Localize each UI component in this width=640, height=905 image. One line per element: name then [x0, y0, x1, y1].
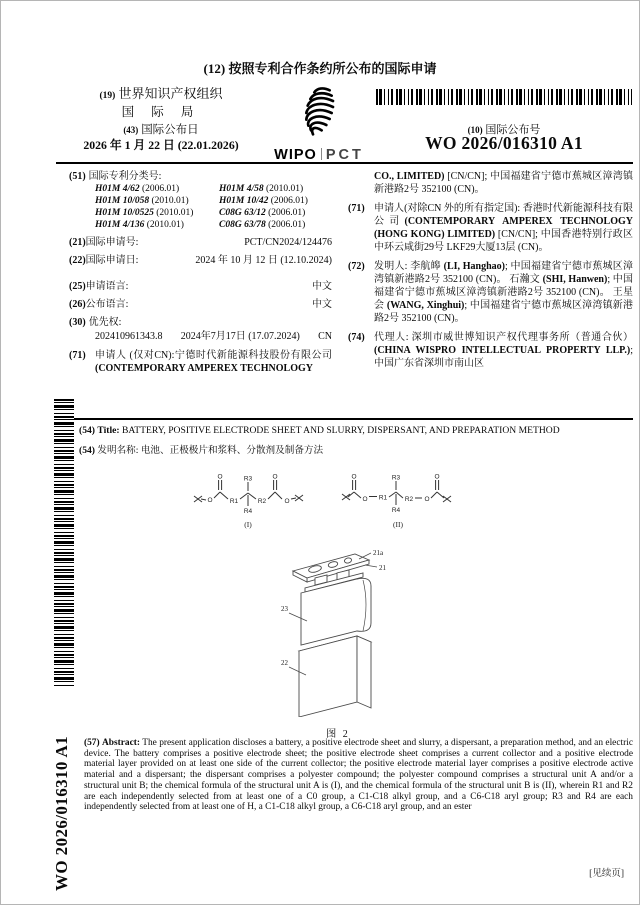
title-en-line — [79, 425, 633, 437]
field-number-10: (10) — [467, 125, 483, 135]
filing-date-row: (22)国际申请日: 2024 年 10 月 12 日 (12.10.2024) — [69, 255, 332, 266]
ipc-code-item: H01M 10/058 (2010.01) — [95, 196, 189, 206]
document-type-line: (12) 按照专利合作条约所公布的国际申请 — [203, 61, 437, 76]
publishing-org-block — [61, 86, 261, 120]
header-divider — [56, 162, 633, 164]
formula-i-diagram — [190, 470, 312, 532]
wipo-globe-icon — [292, 85, 346, 141]
formula-ii-caption: (II) — [393, 520, 403, 529]
pub-number-label: 国际公布号 — [485, 124, 541, 136]
field-number-71b: (71) — [348, 203, 365, 214]
inventor-1-zh: 李航皞 — [410, 261, 444, 272]
svg-text:R4: R4 — [391, 507, 401, 514]
svg-text:O: O — [351, 473, 357, 481]
publication-language: 中文 — [312, 299, 332, 310]
application-number: PCT/CN2024/124476 — [244, 237, 332, 248]
publication-number: WO 2026/016310 A1 — [425, 133, 583, 153]
pub-date-label: 国际公布日 — [141, 124, 199, 136]
field-number-26: (26) — [69, 299, 86, 310]
applicant-cn-paragraph: (71) 申请人 (仅对CN):宁德时代新能源科技股份有限公司 (CONTEMPORARY AMPEREX TECHNOLOGY — [69, 350, 332, 374]
priority-number: 202410961343.8 — [95, 331, 163, 342]
agent-name-en: (CHINA WISPRO INTELLECTUAL PROPERTY LLP.) — [374, 345, 631, 356]
battery-label-21: 21 — [379, 564, 386, 572]
svg-text:R4: R4 — [243, 508, 253, 515]
svg-text:O: O — [217, 473, 223, 481]
abstract-text: The present application discloses a battery, a positive electrode sheet and slurry, a dispersant, a preparation method, and an electric device. The battery comprises a positive electrode sheet; the positive electrode sheet comprises a current collector and a positive electrode material layer provided on at least one side of the current collector; the positive electrode material layer comprises a positive electrode active material and a dispersant; the dispersant comprises a polyester compound; the polyester compound comprises a structural unit A and/or a structural unit B; the chemical formula of the structural unit A is (I), and the chemical formula of the structural unit B is (II), wherein R1 and R2 are each independently selected from at least one of a C0 group, a C1-C18 alkyl group, and a C6-C18 aryl group; R3 and R4 are each independently selected from at least one of H, a C1-C18 alkyl group, a C6-C18 aryl group, and an ester — [84, 738, 633, 813]
field-number-72: (72) — [348, 261, 365, 272]
pub-date-label-line — [61, 123, 261, 138]
inventors-paragraph: (72) 发明人: 李航皞 (LI, Hanghao); 中国福建省宁德市蕉城区漳湾镇新港路2号 352100 (CN)。 石瀚文 (SHI, Hanwen); 中国福建省宁德市蕉城区漳湾镇新港路2号 352100 (CN)。 王星会 (WANG, Xinghui); 中国福建省宁德市蕉城区漳湾镇新港路2号 352100 (CN)。 — [348, 261, 634, 324]
applicant-cn-name-en-cont: CO., LIMITED) — [374, 171, 445, 182]
org-name: 世界知识产权组织 — [118, 86, 223, 101]
formula-i-caption: (I) — [244, 520, 252, 529]
sidebar-barcode — [54, 399, 74, 687]
inventor-3-en: (WANG, Xinghui) — [386, 300, 465, 311]
svg-text:R2: R2 — [404, 496, 414, 503]
chemical-formulas — [161, 470, 491, 532]
inventor-2-zh: 石瀚文 — [509, 274, 543, 285]
inventor-1-en: (LI, Hanghao) — [443, 261, 505, 272]
svg-text:O: O — [362, 496, 368, 503]
field-number-30: (30) — [69, 317, 86, 328]
title-section-divider — [56, 418, 633, 420]
priority-heading: (30) 优先权: — [69, 317, 122, 328]
field-number-43: (43) — [123, 125, 139, 135]
ipc-code-item: H01M 10/0525 (2010.01) — [95, 208, 194, 218]
field-number-25: (25) — [69, 281, 86, 292]
logo-divider — [321, 148, 322, 160]
svg-text:R3: R3 — [243, 475, 253, 483]
inventor-2-en: (SHI, Hanwen) — [542, 274, 608, 285]
priority-date: 2024年7月17日 (17.07.2024) — [180, 331, 300, 342]
org-name-line — [61, 86, 261, 104]
field-number-22: (22) — [69, 255, 86, 266]
org-bureau: 国 际 局 — [121, 105, 201, 119]
applicant-hk-paragraph: (71) 申请人(对除CN 外的所有指定国): 香港时代新能源科技有限公司(CONTEMPORARY AMPEREX TECHNOLOGY (HONG KONG) LIMITED) [CN/CN]; 中国香港特别行政区中环云咸街29号 LKF29大厦13层 (CN)。 — [348, 203, 634, 253]
continuation-note: [见续页] — [589, 869, 624, 879]
field-number-51: (51) — [69, 171, 86, 182]
applicant-hk-name-en: (CONTEMPORARY AMPEREX TECHNOLOGY (HONG KONG) LIMITED) — [374, 216, 633, 240]
wipo-pct-wordmark — [271, 147, 367, 163]
svg-text:O: O — [272, 473, 278, 481]
ipc-code-item: H01M 4/62 (2006.01) — [95, 184, 180, 194]
inventor-3-zh: 王星会 — [374, 287, 633, 311]
field-number-71: (71) — [69, 350, 86, 361]
field-number-54-zh: (54) — [79, 445, 95, 456]
title-zh-label: 发明名称: — [97, 445, 139, 456]
svg-text:R1: R1 — [378, 494, 388, 502]
field-number-57: (57) — [84, 738, 100, 748]
figure-caption: 图 2 — [326, 729, 350, 740]
field-number-54-en: (54) — [79, 425, 95, 436]
pub-date-value: 2026 年 1 月 22 日 (22.01.2026) — [83, 137, 239, 152]
wipo-logo-block — [271, 85, 367, 163]
ipc-code-grid — [95, 183, 332, 231]
abstract-section — [84, 738, 633, 813]
ipc-code-item: H01M 4/136 (2010.01) — [95, 220, 184, 230]
field-number-21: (21) — [69, 237, 86, 248]
title-zh-line — [79, 445, 633, 457]
bibliographic-right-column — [348, 170, 633, 375]
battery-label-21a: 21a — [373, 549, 384, 557]
ipc-code-item: H01M 10/42 (2006.01) — [219, 196, 308, 206]
pct-text: PCT — [325, 147, 364, 163]
bibliographic-section — [69, 170, 633, 375]
svg-text:O: O — [207, 497, 213, 504]
ipc-label: 国际专利分类号: — [88, 171, 162, 182]
title-en-text: BATTERY, POSITIVE ELECTRODE SHEET AND SLURRY, DISPERSANT, AND PREPARATION METHOD — [122, 425, 560, 436]
filing-language-row: (25)申请语言: 中文 — [69, 281, 332, 292]
field-number-74: (74) — [348, 332, 365, 343]
agent-paragraph: (74) 代理人: 深圳市威世博知识产权代理事务所（普通合伙）(CHINA WISPRO INTELLECTUAL PROPERTY LLP.); 中国广东省深圳市南山区 — [348, 332, 633, 369]
battery-exploded-diagram — [279, 547, 397, 740]
svg-text:O: O — [424, 496, 430, 503]
svg-text:R2: R2 — [257, 498, 267, 505]
field-number-19: (19) — [99, 91, 116, 101]
svg-text:R1: R1 — [229, 498, 239, 505]
publication-language-row: (26)公布语言: 中文 — [69, 299, 332, 310]
sidebar-publication-number: WO 2026/016310 A1 — [52, 735, 71, 891]
priority-data-row — [95, 330, 332, 343]
ipc-code-item: C08G 63/78 (2006.01) — [219, 220, 306, 230]
title-zh-text: 电池、正极极片和浆料、分散剂及制备方法 — [140, 445, 324, 456]
svg-text:O: O — [284, 498, 290, 505]
title-en-label: Title: — [97, 425, 120, 436]
ipc-heading — [69, 170, 332, 183]
wipo-text: WIPO — [274, 147, 317, 163]
abstract-label: Abstract: — [102, 738, 141, 748]
applicant-cn-continuation: CO., LIMITED) [CN/CN]; 中国福建省宁德市蕉城区漳湾镇新港路2号 352100 (CN)。 — [374, 171, 633, 195]
publication-barcode — [376, 89, 632, 105]
filing-date: 2024 年 10 月 12 日 (12.10.2024) — [195, 255, 332, 266]
svg-text:O: O — [434, 473, 440, 481]
battery-label-23: 23 — [281, 605, 288, 613]
publication-date-block — [61, 123, 261, 152]
title-section — [79, 425, 633, 457]
ipc-code-item: C08G 63/12 (2006.01) — [219, 208, 306, 218]
formula-ii-diagram — [340, 470, 462, 532]
applicant-cn-name-en: (CONTEMPORARY AMPEREX TECHNOLOGY — [95, 363, 313, 374]
ipc-code-item: H01M 4/58 (2010.01) — [219, 184, 304, 194]
filing-language: 中文 — [312, 281, 332, 292]
svg-text:R3: R3 — [391, 474, 401, 482]
application-number-row: (21)国际申请号: PCT/CN2024/124476 — [69, 237, 332, 248]
battery-label-22: 22 — [281, 659, 288, 667]
bibliographic-left-column — [69, 170, 332, 375]
priority-country: CN — [318, 331, 332, 342]
